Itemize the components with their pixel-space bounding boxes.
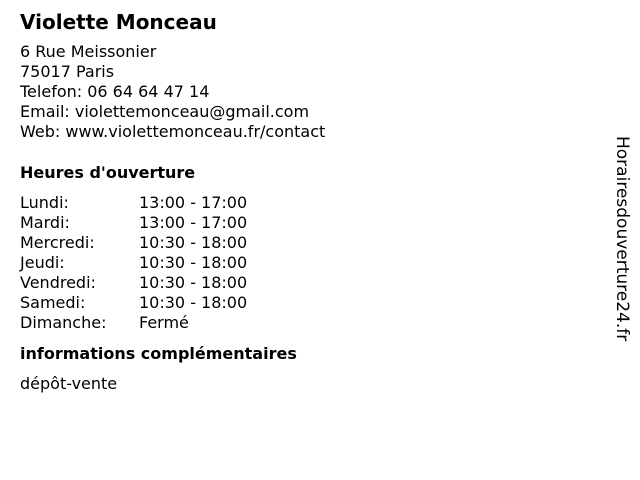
hours-row-wednesday (20, 233, 580, 253)
hours-row-saturday (20, 293, 580, 313)
closed-status: Fermé (139, 313, 189, 332)
time-range: 10:30 - 18:00 (139, 273, 248, 292)
hours-row-sunday (20, 313, 580, 333)
day-label: Mercredi: (20, 233, 95, 252)
time-range: 10:30 - 18:00 (139, 233, 248, 252)
hours-row-tuesday (20, 213, 580, 233)
site-watermark: Horairesdouverture24.fr (612, 136, 632, 342)
opening-hours-table (20, 193, 580, 333)
opening-hours-title: Heures d'ouverture (20, 163, 196, 182)
business-name: Violette Monceau (20, 10, 217, 34)
day-label: Vendredi: (20, 273, 96, 292)
business-card (20, 8, 580, 394)
additional-info-text: dépôt-vente (20, 374, 118, 393)
time-range: 10:30 - 18:00 (139, 293, 248, 312)
address-block (20, 42, 580, 142)
hours-row-monday (20, 193, 580, 213)
phone-number: Telefon: 06 64 64 47 14 (20, 82, 210, 101)
time-range: 13:00 - 17:00 (139, 193, 248, 212)
street-address: 6 Rue Meissonier (20, 42, 157, 61)
day-label: Samedi: (20, 293, 86, 312)
hours-row-friday (20, 273, 580, 293)
day-label: Dimanche: (20, 313, 107, 332)
additional-info-title: informations complémentaires (20, 344, 297, 363)
time-range: 13:00 - 17:00 (139, 213, 248, 232)
city-address: 75017 Paris (20, 62, 115, 81)
hours-row-thursday (20, 253, 580, 273)
email-address: Email: violettemonceau@gmail.com (20, 102, 310, 121)
day-label: Lundi: (20, 193, 69, 212)
day-label: Jeudi: (20, 253, 65, 272)
website-address: Web: www.violettemonceau.fr/contact (20, 122, 326, 141)
day-label: Mardi: (20, 213, 70, 232)
time-range: 10:30 - 18:00 (139, 253, 248, 272)
